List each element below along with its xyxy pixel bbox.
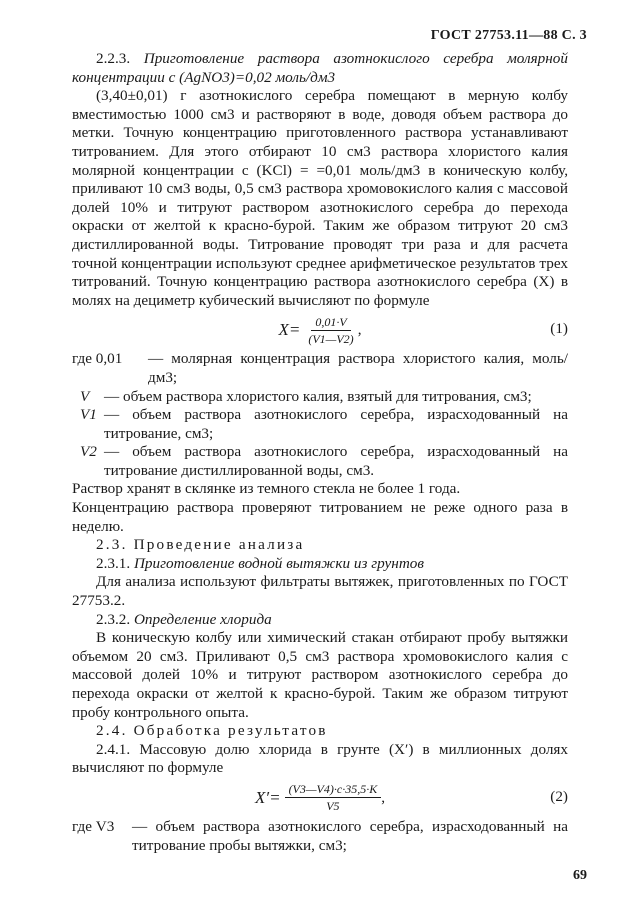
- section-heading-text: 2.4. Обработка результатов: [96, 722, 328, 740]
- section-2-3-1-heading: [72, 555, 568, 574]
- formula-number: (2): [550, 787, 568, 805]
- section-2-3-heading: [72, 536, 568, 555]
- section-number: 2.3.2.: [96, 610, 131, 628]
- definition-item: [72, 388, 568, 407]
- definition-text: — объем раствора азотнокислого серебра, израсходованный на титрование дистиллированной воды, см3.: [104, 443, 568, 479]
- definition-item: [72, 406, 568, 443]
- formula-lhs: X′=: [254, 787, 281, 807]
- section-number: 2.2.3.: [96, 50, 131, 67]
- page-number: 69: [573, 868, 587, 883]
- section-title: Определение хлорида: [133, 610, 272, 628]
- paragraph-chloride: В коническую колбу или химический стакан отбирают пробу вытяжки объемом 20 см3. Приливают 0,5 см3 раствора хромовокислого калия с массовой долей 10% и титруют раствором азотнокислого серебра до перехода окраски от желтой к красно-бурой. Таким же образом титруют пробу контрольного опыта.: [72, 629, 568, 721]
- definition-item: [72, 350, 568, 387]
- definition-symbol: V2: [80, 443, 97, 461]
- definition-symbol: где V3: [72, 817, 115, 835]
- section-title: Приготовление водной вытяжки из грунтов: [133, 554, 424, 572]
- definition-symbol: V1: [80, 406, 97, 424]
- paragraph-extract: Для анализа используют фильтраты вытяжек, приготовленных по ГОСТ 27753.2.: [72, 573, 568, 610]
- definition-symbol: где 0,01: [72, 350, 123, 368]
- section-heading-text: 2.3. Проведение анализа: [96, 536, 305, 554]
- formula-fraction: [304, 315, 357, 346]
- paragraph-preparation: (3,40±0,01) г азотнокислого серебра помещают в мерную колбу вместимостью 1000 см3 и растворяют в воде, доводя объем раствора до метки. Точную концентрацию приготовленного раствора устанавливают титрованием. Для этого отбирают 10 см3 раствора хлористого калия молярной концентрации с (KCl) = =0,01 моль/дм3 в коническую колбу, приливают 10 см3 воды, 0,5 см3 раствора хромовокислого калия с массовой долей 10% и титруют раствором азотнокислого серебра до перехода окраски от желтой к красно-бурой. Таким же образом титруют 20 см3 дистиллированной воды. Титрование проводят три раза и для расчета точной концентрации используют среднее арифметическое результатов трех титрований. Точную концентрацию раствора азотнокислого серебра (X) в молях на дециметр кубический вычисляют по формуле: [72, 87, 568, 309]
- paragraph-check: Концентрацию раствора проверяют титрованием не реже одного раза в неделю.: [72, 499, 568, 535]
- formula-tail: ,: [357, 321, 362, 339]
- section-title: Приготовление раствора азотнокислого серебра молярной концентрации с (AgNO3)=0,02 моль/дм3: [72, 50, 568, 86]
- formula-2: [72, 778, 568, 818]
- document-body: [72, 50, 568, 855]
- formula-numerator: (V3—V4)·c·35,5·K: [285, 782, 382, 798]
- formula-lhs: X=: [278, 320, 301, 340]
- formula-denominator: V5: [326, 799, 340, 814]
- section-2-3-2-heading: [72, 611, 568, 630]
- formula-numerator: 0,01·V: [311, 315, 350, 331]
- formula-fraction: [285, 782, 382, 813]
- section-number: 2.3.1.: [96, 554, 131, 572]
- definition-text: — объем раствора азотнокислого серебра, израсходованный на титрование, см3;: [104, 406, 568, 442]
- definition-text: — объем раствора азотнокислого серебра, израсходованный на титрование пробы вытяжки, см3;: [132, 817, 568, 854]
- definition-item: [72, 818, 568, 855]
- section-2-4-heading: [72, 722, 568, 741]
- page-header: ГОСТ 27753.11—88 С. 3: [430, 28, 587, 43]
- definition-text: — молярная концентрация раствора хлористого калия, моль/дм3;: [148, 350, 568, 386]
- formula-number: (1): [550, 320, 568, 338]
- paragraph-mass-fraction: 2.4.1. Массовую долю хлорида в грунте (X′) в миллионных долях вычисляют по формуле: [72, 740, 568, 777]
- section-2-2-3-heading: [72, 50, 568, 87]
- formula-tail: ,: [381, 788, 386, 806]
- definition-text: — объем раствора хлористого калия, взятый для титрования, см3;: [104, 387, 532, 405]
- definition-item: [72, 443, 568, 480]
- formula-denominator: (V1—V2): [308, 331, 354, 346]
- definition-symbol: V: [80, 387, 90, 405]
- formula-1: [72, 310, 568, 350]
- paragraph-storage: Раствор хранят в склянке из темного стекла не более 1 года.: [72, 480, 461, 498]
